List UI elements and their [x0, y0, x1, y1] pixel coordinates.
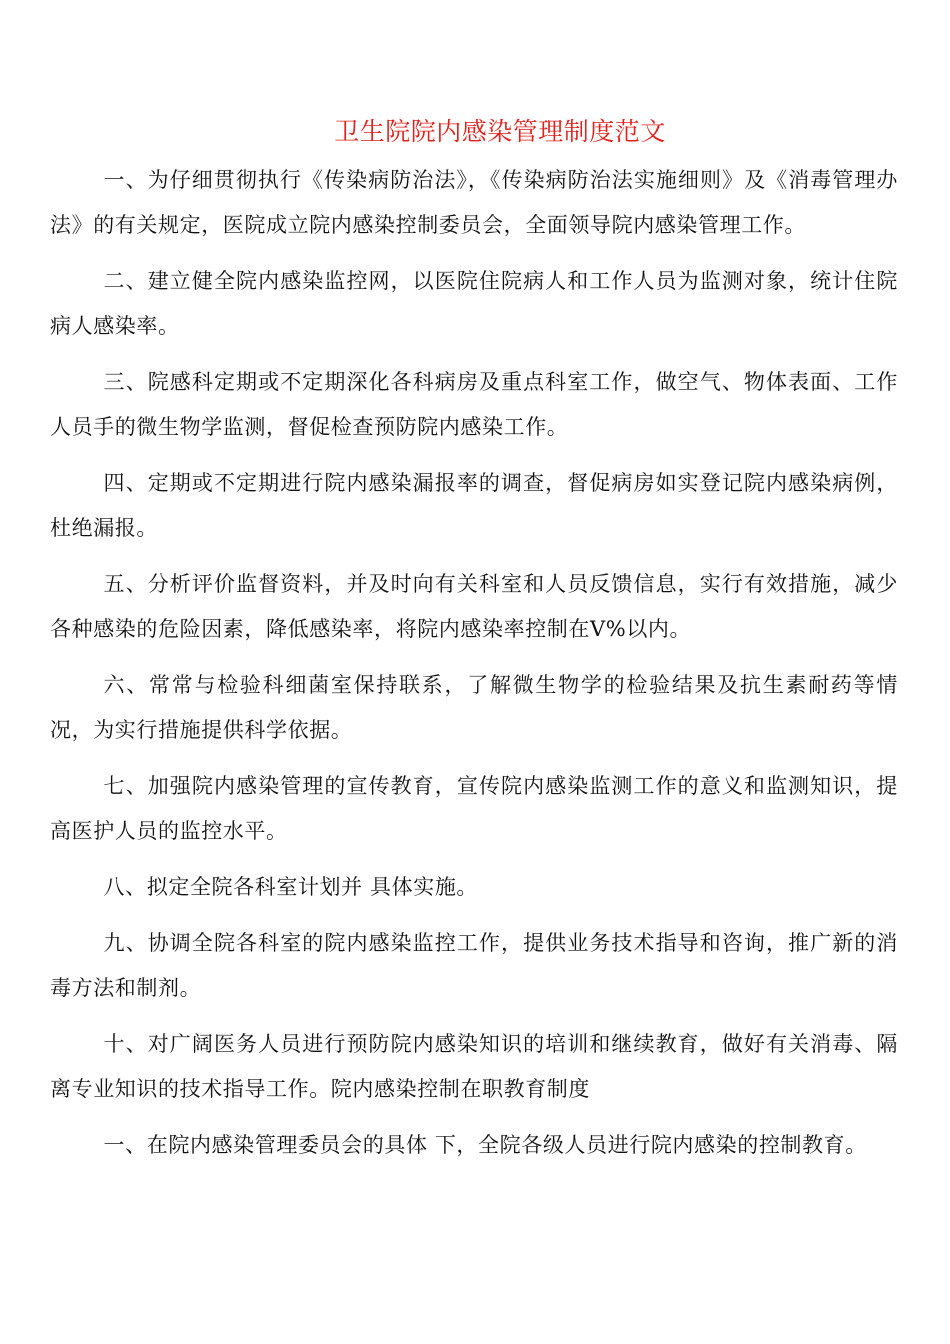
paragraph-2: 二、建立健全院内感染监控网，以医院住院病人和工作人员为监测对象，统计住院病人感染率。: [50, 269, 898, 338]
paragraph-4: 四、定期或不定期进行院内感染漏报率的调查，督促病房如实登记院内感染病例，杜绝漏报。: [50, 471, 898, 540]
paragraph-3: 三、院感科定期或不定期深化各科病房及重点科室工作，做空气、物体表面、工作人员手的微生物学监测，督促检查预防院内感染工作。: [50, 370, 898, 439]
document-body: [50, 158, 898, 1168]
paragraph-10: 十、对广阔医务人员进行预防院内感染知识的培训和继续教育，做好有关消毒、隔离专业知识的技术指导工作。院内感染控制在职教育制度: [50, 1032, 898, 1101]
paragraph-9: 九、协调全院各科室的院内感染监控工作，提供业务技术指导和咨询，推广新的消毒方法和制剂。: [50, 931, 898, 1000]
paragraph-7: 七、加强院内感染管理的宣传教育，宣传院内感染监测工作的意义和监测知识，提高医护人员的监控水平。: [50, 774, 898, 843]
document-title: 卫生院院内感染管理制度范文: [334, 117, 666, 146]
paragraph-8: 八、拟定全院各科室计划并 具体实施。: [103, 875, 479, 899]
paragraph-1: 一、为仔细贯彻执行《传染病防治法》，《传染病防治法实施细则》及《消毒管理办法》的有关规定，医院成立院内感染控制委员会，全面领导院内感染管理工作。: [50, 168, 898, 237]
paragraph-11: 一、在院内感染管理委员会的具体 下，全院各级人员进行院内感染的控制教育。: [103, 1133, 867, 1157]
paragraph-5: 五、分析评价监督资料，并及时向有关科室和人员反馈信息，实行有效措施，减少各种感染的危险因素，降低感染率，将院内感染率控制在V%以内。: [50, 572, 898, 641]
paragraph-6: 六、常常与检验科细菌室保持联系，了解微生物学的检验结果及抗生素耐药等情况，为实行措施提供科学依据。: [50, 673, 898, 742]
